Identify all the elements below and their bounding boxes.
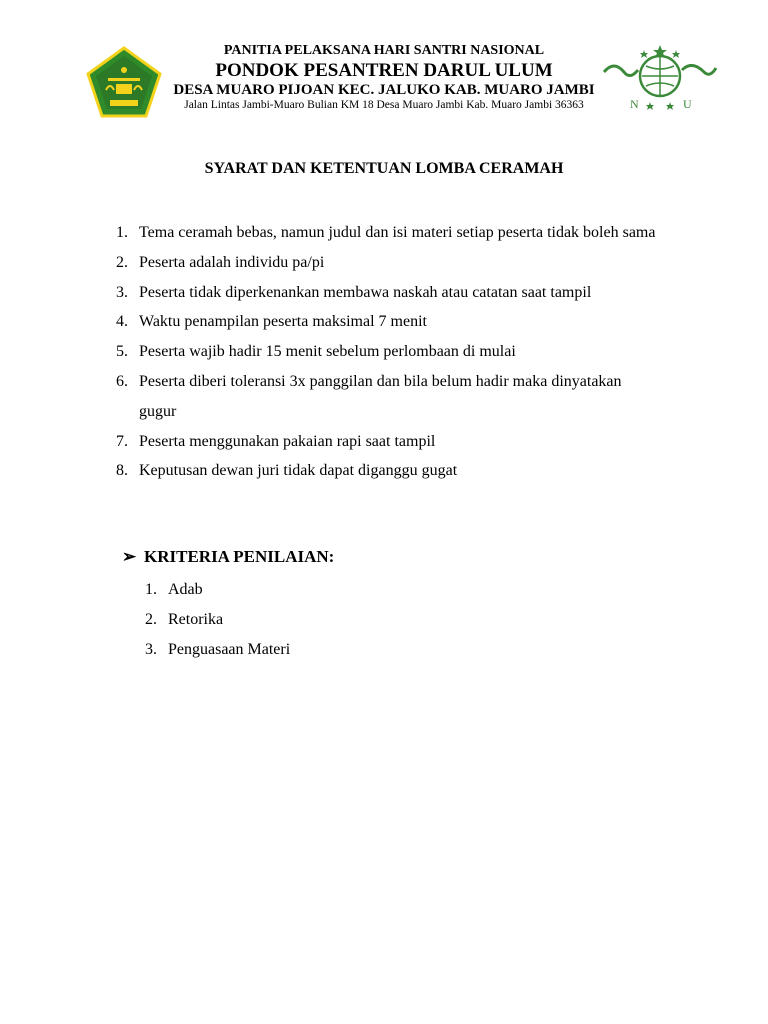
list-number: 4. bbox=[116, 313, 128, 331]
rules-list bbox=[0, 218, 768, 486]
list-number: 2. bbox=[116, 253, 128, 271]
list-text: Peserta diberi toleransi 3x panggilan dan bila belum hadir maka dinyatakan gugur bbox=[139, 372, 622, 420]
list-item bbox=[0, 635, 290, 665]
header-address: Jalan Lintas Jambi-Muaro Bulian KM 18 Desa Muaro Jambi Kab. Muaro Jambi 36363 bbox=[184, 99, 584, 111]
criteria-heading-text: KRITERIA PENILAIAN: bbox=[144, 547, 335, 566]
header-institution: PONDOK PESANTREN DARUL ULUM bbox=[215, 60, 553, 81]
list-item bbox=[0, 278, 768, 308]
list-number: 3. bbox=[145, 640, 157, 658]
list-text: Tema ceramah bebas, namun judul dan isi materi setiap peserta tidak boleh sama bbox=[139, 224, 656, 241]
list-number: 1. bbox=[145, 581, 157, 598]
list-number: 8. bbox=[116, 462, 128, 480]
header-village: DESA MUARO PIJOAN KEC. JALUKO KAB. MUARO JAMBI bbox=[173, 82, 595, 98]
list-item bbox=[0, 456, 768, 486]
list-item bbox=[0, 218, 768, 248]
list-item bbox=[0, 337, 768, 367]
logo-letter-u: U bbox=[683, 97, 692, 111]
list-text: Peserta adalah individu pa/pi bbox=[139, 253, 325, 271]
list-number: 7. bbox=[116, 432, 128, 450]
list-number: 5. bbox=[116, 343, 128, 361]
list-text: Keputusan dewan juri tidak dapat diganggu gugat bbox=[139, 462, 458, 480]
list-text: Penguasaan Materi bbox=[168, 640, 291, 658]
list-item bbox=[0, 427, 768, 457]
logo-letter-n: N bbox=[630, 97, 639, 111]
header-committee: PANITIA PELAKSANA HARI SANTRI NASIONAL bbox=[223, 43, 545, 58]
criteria-heading bbox=[122, 547, 334, 567]
list-item bbox=[0, 575, 290, 605]
document-title: SYARAT DAN KETENTUAN LOMBA CERAMAH bbox=[204, 160, 564, 177]
list-text: Waktu penampilan peserta maksimal 7 menit bbox=[139, 313, 427, 331]
list-text: Peserta menggunakan pakaian rapi saat tampil bbox=[139, 432, 436, 450]
list-item bbox=[0, 307, 768, 337]
list-item bbox=[0, 367, 768, 427]
list-text: Retorika bbox=[168, 610, 224, 628]
list-item bbox=[0, 605, 290, 635]
arrow-bullet-icon: ➢ bbox=[122, 547, 137, 566]
list-number: 3. bbox=[116, 283, 128, 301]
list-text: Peserta wajib hadir 15 menit sebelum perlombaan di mulai bbox=[139, 343, 516, 361]
list-number: 6. bbox=[116, 372, 128, 390]
list-number: 1. bbox=[116, 224, 128, 241]
list-item bbox=[0, 248, 768, 278]
criteria-list bbox=[0, 575, 290, 664]
list-text: Adab bbox=[168, 581, 203, 598]
list-number: 2. bbox=[145, 610, 157, 628]
list-text: Peserta tidak diperkenankan membawa naskah atau catatan saat tampil bbox=[139, 283, 592, 301]
